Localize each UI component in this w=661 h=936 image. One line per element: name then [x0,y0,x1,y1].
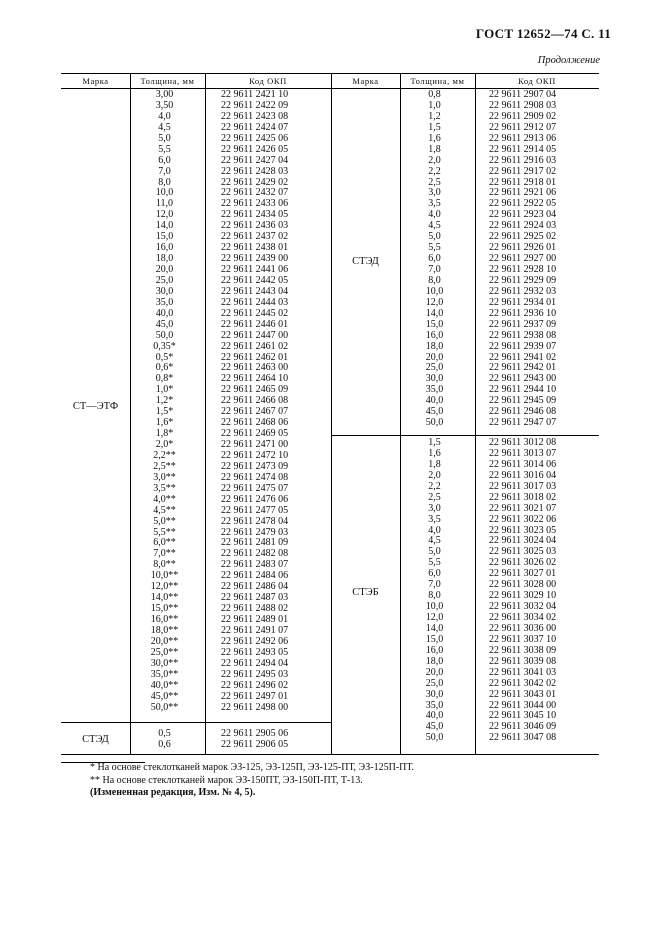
thickness-cell: 25,0 [425,362,444,374]
thickness-cell: 20,0 [155,264,174,275]
thickness-cell: 25,0 [155,274,174,286]
thickness-cell: 15,0 [425,318,444,330]
page-header: ГОСТ 12652—74 С. 11 [475,26,611,41]
thickness-cell: 16,0 [425,644,444,656]
okp-code-cell: 22 9611 2942 01 [489,362,557,374]
okp-code-cell: 22 9611 2932 03 [489,285,557,297]
thickness-cell: 15,0 [155,231,174,243]
okp-code-cell: 22 9611 2913 06 [489,132,557,144]
okp-code-cell: 22 9611 3037 10 [489,633,557,645]
okp-code-list-sted-left [221,729,331,751]
okp-code-cell: 22 9611 3043 01 [489,688,557,700]
thickness-cell: 14,0 [425,307,444,319]
thickness-cell: 35,0 [425,699,444,711]
okp-code-cell: 22 9611 2464 10 [221,373,289,385]
okp-code-cell: 22 9611 3042 02 [489,677,557,689]
thickness-cell: 7,0 [428,579,441,591]
thickness-cell: 3,0** [153,471,176,483]
okp-code-cell: 22 9611 3047 08 [489,732,557,744]
okp-code-cell: 22 9611 3026 02 [489,557,557,569]
okp-code-cell: 22 9611 2914 05 [489,143,557,155]
thickness-cell: 40,0 [425,395,444,407]
okp-code-cell: 22 9611 2461 02 [221,340,289,352]
thickness-cell: 25,0 [425,677,444,689]
continuation-label: Продолжение [537,55,600,66]
okp-code-cell: 22 9611 2483 07 [221,559,289,571]
thickness-cell: 10,0** [150,570,179,582]
thickness-cell: 5,5** [153,526,176,538]
thickness-cell: 12,0** [150,581,179,593]
okp-code-cell: 22 9611 3022 06 [489,513,557,525]
okp-code-cell: 22 9611 3012 08 [489,437,557,448]
thickness-cell: 50,0 [425,417,444,429]
thickness-cell: 0,35* [153,340,176,352]
okp-code-cell: 22 9611 2917 02 [489,165,557,177]
okp-code-cell: 22 9611 2428 03 [221,165,289,177]
okp-code-cell: 22 9611 2467 07 [221,406,289,418]
okp-code-cell: 22 9611 2433 06 [221,198,289,210]
okp-code-cell: 22 9611 2422 09 [221,99,289,111]
thickness-cell: 10,0 [425,285,444,297]
grade-label-sted-right: СТЭД [352,256,379,267]
okp-code-cell: 22 9611 2905 06 [221,728,289,739]
thickness-cell: 1,8 [428,458,441,470]
okp-code-cell: 22 9611 2446 01 [221,318,289,330]
okp-code-cell: 22 9611 2916 03 [489,154,557,166]
thickness-cell: 5,0** [153,515,176,527]
okp-code-cell: 22 9611 2484 06 [221,570,289,582]
thickness-cell: 30,0** [150,657,179,669]
okp-code-cell: 22 9611 2488 02 [221,603,289,615]
okp-code-cell: 22 9611 2421 10 [221,89,289,100]
okp-code-cell: 22 9611 3028 00 [489,579,557,591]
column-header-grade-left: Марка [61,74,130,89]
okp-code-cell: 22 9611 2445 02 [221,307,289,319]
okp-code-cell: 22 9611 3027 01 [489,568,557,580]
thickness-cell: 1,0 [428,99,441,111]
okp-code-cell: 22 9611 2927 00 [489,253,557,265]
okp-code-cell: 22 9611 2497 01 [221,690,289,702]
okp-code-table [61,73,599,755]
thickness-cell: 3,0 [428,502,441,514]
thickness-cell: 4,5 [428,220,441,232]
thickness-cell: 3,0 [428,187,441,199]
thickness-cell: 30,0 [155,285,174,297]
okp-code-cell: 22 9611 2434 05 [221,209,289,221]
okp-code-cell: 22 9611 2928 10 [489,264,557,275]
okp-code-cell: 22 9611 2946 08 [489,406,557,418]
column-header-thickness-left: Толщина, мм [130,74,205,89]
thickness-cell: 1,2 [428,110,441,122]
thickness-cell: 1,6 [428,447,441,459]
thickness-cell: 30,0 [425,688,444,700]
okp-code-cell: 22 9611 2465 09 [221,384,289,396]
thickness-cell: 5,0 [428,231,441,243]
group-divider-right [331,435,599,436]
thickness-cell: 2,2 [428,480,441,492]
thickness-cell: 2,5** [153,460,176,472]
thickness-cell: 12,0 [425,612,444,623]
okp-code-cell: 22 9611 2921 06 [489,187,557,199]
thickness-list-sted-left [130,729,205,751]
okp-code-cell: 22 9611 3034 02 [489,612,557,623]
thickness-cell: 0,6 [158,738,171,750]
okp-code-cell: 22 9611 2439 00 [221,253,289,265]
okp-code-cell: 22 9611 2489 01 [221,614,289,625]
thickness-cell: 3,5** [153,482,176,494]
okp-code-cell: 22 9611 2436 03 [221,220,289,232]
okp-code-cell: 22 9611 2471 00 [221,439,289,450]
thickness-cell: 50,0 [425,732,444,744]
thickness-cell: 11,0 [155,198,174,210]
thickness-cell: 5,0 [428,546,441,558]
thickness-cell: 5,5 [428,557,441,569]
okp-code-cell: 22 9611 2423 08 [221,110,289,122]
thickness-cell: 45,0 [155,318,174,330]
okp-code-cell: 22 9611 2426 05 [221,143,289,155]
okp-code-cell: 22 9611 2444 03 [221,296,289,308]
okp-code-cell: 22 9611 2491 07 [221,624,289,636]
thickness-cell: 0,5* [155,351,174,363]
grade-label-steb: СТЭБ [352,587,379,598]
thickness-cell: 7,0** [153,548,176,560]
thickness-list-sted-right [400,90,475,429]
grade-label-st-etf: СТ—ЭТФ [72,401,119,412]
okp-code-cell: 22 9611 2487 03 [221,592,289,604]
okp-code-cell: 22 9611 2912 07 [489,121,557,133]
okp-code-cell: 22 9611 2496 02 [221,679,289,691]
edition-note: (Измененная редакция, Изм. № 4, 5). [90,787,256,798]
okp-code-cell: 22 9611 3014 06 [489,458,557,470]
thickness-cell: 50,0** [150,701,179,713]
okp-code-cell: 22 9611 2443 04 [221,285,289,297]
okp-code-cell: 22 9611 2437 02 [221,231,289,243]
thickness-cell: 1,8* [155,428,174,440]
thickness-cell: 3,50 [155,99,174,111]
okp-code-cell: 22 9611 3013 07 [489,447,557,459]
okp-code-cell: 22 9611 2462 01 [221,351,289,363]
okp-code-cell: 22 9611 2938 08 [489,329,557,341]
okp-code-cell: 22 9611 2922 05 [489,198,557,210]
okp-code-cell: 22 9611 2429 02 [221,176,289,188]
okp-code-cell: 22 9611 2479 03 [221,526,289,538]
okp-code-cell: 22 9611 2937 09 [489,318,557,330]
thickness-cell: 10,0 [425,601,444,613]
thickness-cell: 8,0 [158,176,171,188]
okp-code-cell: 22 9611 2474 08 [221,471,289,483]
thickness-cell: 3,5 [428,198,441,210]
footnote-single-star: * На основе стеклотканей марок ЭЗ-125, ЭЗ-125П, ЭЗ-125-ПТ, ЭЗ-125П-ПТ. [90,762,414,773]
thickness-cell: 0,8* [155,373,174,385]
thickness-cell: 35,0 [425,384,444,396]
okp-code-cell: 22 9611 2929 09 [489,274,557,286]
okp-code-cell: 22 9611 2934 01 [489,296,557,308]
okp-code-cell: 22 9611 2463 00 [221,362,289,374]
thickness-cell: 18,0 [425,340,444,352]
okp-code-cell: 22 9611 2441 06 [221,264,289,275]
thickness-cell: 15,0 [425,633,444,645]
thickness-cell: 1,0* [155,384,174,396]
okp-code-cell: 22 9611 2925 02 [489,231,557,243]
okp-code-cell: 22 9611 2469 05 [221,428,289,440]
okp-code-cell: 22 9611 2427 04 [221,154,289,166]
thickness-cell: 6,0 [428,568,441,580]
thickness-cell: 20,0 [425,351,444,363]
okp-code-cell: 22 9611 2936 10 [489,307,557,319]
thickness-cell: 30,0 [425,373,444,385]
thickness-cell: 0,5 [158,728,171,739]
okp-code-cell: 22 9611 2468 06 [221,417,289,429]
thickness-cell: 6,0** [153,537,176,549]
thickness-cell: 18,0 [425,655,444,667]
thickness-cell: 3,00 [155,89,174,100]
okp-code-cell: 22 9611 2945 09 [489,395,557,407]
thickness-cell: 20,0** [150,635,179,647]
okp-code-cell: 22 9611 2478 04 [221,515,289,527]
okp-code-cell: 22 9611 2924 03 [489,220,557,232]
okp-code-cell: 22 9611 3023 05 [489,524,557,536]
okp-code-cell: 22 9611 2495 03 [221,668,289,680]
thickness-cell: 40,0** [150,679,179,691]
column-divider [205,74,206,754]
thickness-cell: 4,0** [153,493,176,505]
okp-code-cell: 22 9611 2923 04 [489,209,557,221]
okp-code-cell: 22 9611 2947 07 [489,417,557,429]
thickness-cell: 2,5 [428,176,441,188]
thickness-cell: 5,5 [158,143,171,155]
thickness-cell: 4,0 [428,209,441,221]
thickness-cell: 4,0 [428,524,441,536]
thickness-cell: 6,0 [158,154,171,166]
thickness-cell: 5,5 [428,242,441,254]
column-header-grade-right: Марка [331,74,400,89]
column-header-code-left: Код ОКП [205,74,331,89]
thickness-cell: 10,0 [155,187,174,199]
thickness-list-steb [400,438,475,744]
thickness-cell: 25,0** [150,646,179,658]
okp-code-cell: 22 9611 2492 06 [221,635,289,647]
okp-code-cell: 22 9611 3038 09 [489,644,557,656]
thickness-cell: 45,0** [150,690,179,702]
okp-code-cell: 22 9611 2438 01 [221,242,289,254]
okp-code-cell: 22 9611 2908 03 [489,99,557,111]
thickness-cell: 16,0 [155,242,174,254]
okp-code-cell: 22 9611 2482 08 [221,548,289,560]
thickness-cell: 14,0 [155,220,174,232]
thickness-cell: 8,0** [153,559,176,571]
grade-label-sted-left: СТЭД [82,734,109,745]
okp-code-cell: 22 9611 2486 04 [221,581,289,593]
thickness-cell: 1,5 [428,437,441,448]
column-divider [331,74,332,754]
thickness-cell: 0,8 [428,89,441,100]
okp-code-cell: 22 9611 3017 03 [489,480,557,492]
okp-code-cell: 22 9611 2494 04 [221,657,289,669]
okp-code-cell: 22 9611 2481 09 [221,537,289,549]
thickness-cell: 1,5 [428,121,441,133]
okp-code-cell: 22 9611 2424 07 [221,121,289,133]
okp-code-cell: 22 9611 3044 00 [489,699,557,711]
okp-code-cell: 22 9611 3039 08 [489,655,557,667]
thickness-cell: 20,0 [425,666,444,678]
column-header-code-right: Код ОКП [475,74,599,89]
thickness-cell: 0,6* [155,362,174,374]
thickness-cell: 16,0** [150,614,179,625]
thickness-cell: 45,0 [425,406,444,418]
okp-code-cell: 22 9611 2943 00 [489,373,557,385]
okp-code-cell: 22 9611 2472 10 [221,449,289,461]
okp-code-cell: 22 9611 2442 05 [221,274,289,286]
okp-code-cell: 22 9611 2493 05 [221,646,289,658]
okp-code-cell: 22 9611 2447 00 [221,329,289,341]
thickness-cell: 12,0 [425,296,444,308]
okp-code-cell: 22 9611 3016 04 [489,469,557,481]
okp-code-cell: 22 9611 3046 09 [489,721,557,733]
okp-code-cell: 22 9611 3024 04 [489,535,557,547]
okp-code-cell: 22 9611 3025 03 [489,546,557,558]
okp-code-cell: 22 9611 2939 07 [489,340,557,352]
okp-code-cell: 22 9611 2432 07 [221,187,289,199]
okp-code-cell: 22 9611 2918 01 [489,176,557,188]
thickness-cell: 4,0 [158,110,171,122]
thickness-cell: 4,5 [428,535,441,547]
thickness-cell: 14,0** [150,592,179,604]
okp-code-cell: 22 9611 2475 07 [221,482,289,494]
okp-code-cell: 22 9611 3018 02 [489,491,557,503]
thickness-cell: 16,0 [425,329,444,341]
okp-code-cell: 22 9611 3041 03 [489,666,557,678]
okp-code-cell: 22 9611 3021 07 [489,502,557,514]
okp-code-cell: 22 9611 3029 10 [489,590,557,602]
thickness-cell: 5,0 [158,132,171,144]
thickness-cell: 6,0 [428,253,441,265]
thickness-cell: 1,2* [155,395,174,407]
group-divider-left [61,722,331,723]
thickness-cell: 2,5 [428,491,441,503]
okp-code-cell: 22 9611 2909 02 [489,110,557,122]
thickness-cell: 12,0 [155,209,174,221]
thickness-cell: 4,5** [153,504,176,516]
thickness-cell: 8,0 [428,274,441,286]
okp-code-cell: 22 9611 3032 04 [489,601,557,613]
thickness-list-st-etf [130,90,205,713]
okp-code-cell: 22 9611 2476 06 [221,493,289,505]
column-header-thickness-right: Толщина, мм [400,74,475,89]
okp-code-cell: 22 9611 3045 10 [489,710,557,722]
thickness-cell: 14,0 [425,622,444,634]
thickness-cell: 18,0** [150,624,179,636]
footnotes [90,762,414,800]
thickness-cell: 2,0* [155,439,174,450]
thickness-cell: 8,0 [428,590,441,602]
thickness-cell: 7,0 [158,165,171,177]
footnote-double-star: ** На основе стеклотканей марок ЭЗ-150ПТ, ЭЗ-150П-ПТ, Т-13. [90,774,363,786]
thickness-cell: 7,0 [428,264,441,275]
thickness-cell: 2,0 [428,469,441,481]
okp-code-cell: 22 9611 2906 05 [221,738,289,750]
column-divider [475,74,476,754]
okp-code-cell: 22 9611 2941 02 [489,351,557,363]
okp-code-cell: 22 9611 2498 00 [221,701,289,713]
okp-code-cell: 22 9611 2907 04 [489,89,557,100]
thickness-cell: 4,5 [158,121,171,133]
okp-code-cell: 22 9611 2466 08 [221,395,289,407]
thickness-cell: 2,2 [428,165,441,177]
thickness-cell: 1,6* [155,417,174,429]
okp-code-list-st-etf [221,90,331,713]
okp-code-cell: 22 9611 2425 06 [221,132,289,144]
thickness-cell: 40,0 [425,710,444,722]
thickness-cell: 1,6 [428,132,441,144]
okp-code-cell: 22 9611 2473 09 [221,460,289,472]
thickness-cell: 40,0 [155,307,174,319]
okp-code-cell: 22 9611 2477 05 [221,504,289,516]
thickness-cell: 2,0 [428,154,441,166]
thickness-cell: 3,5 [428,513,441,525]
thickness-cell: 50,0 [155,329,174,341]
okp-code-cell: 22 9611 3036 00 [489,622,557,634]
thickness-cell: 1,5* [155,406,174,418]
thickness-cell: 18,0 [155,253,174,265]
okp-code-cell: 22 9611 2944 10 [489,384,557,396]
thickness-cell: 15,0** [150,603,179,615]
thickness-cell: 2,2** [153,449,176,461]
okp-code-list-sted-right [489,90,599,429]
thickness-cell: 1,8 [428,143,441,155]
thickness-cell: 35,0** [150,668,179,680]
okp-code-cell: 22 9611 2926 01 [489,242,557,254]
thickness-cell: 35,0 [155,296,174,308]
thickness-cell: 45,0 [425,721,444,733]
okp-code-list-steb [489,438,599,744]
